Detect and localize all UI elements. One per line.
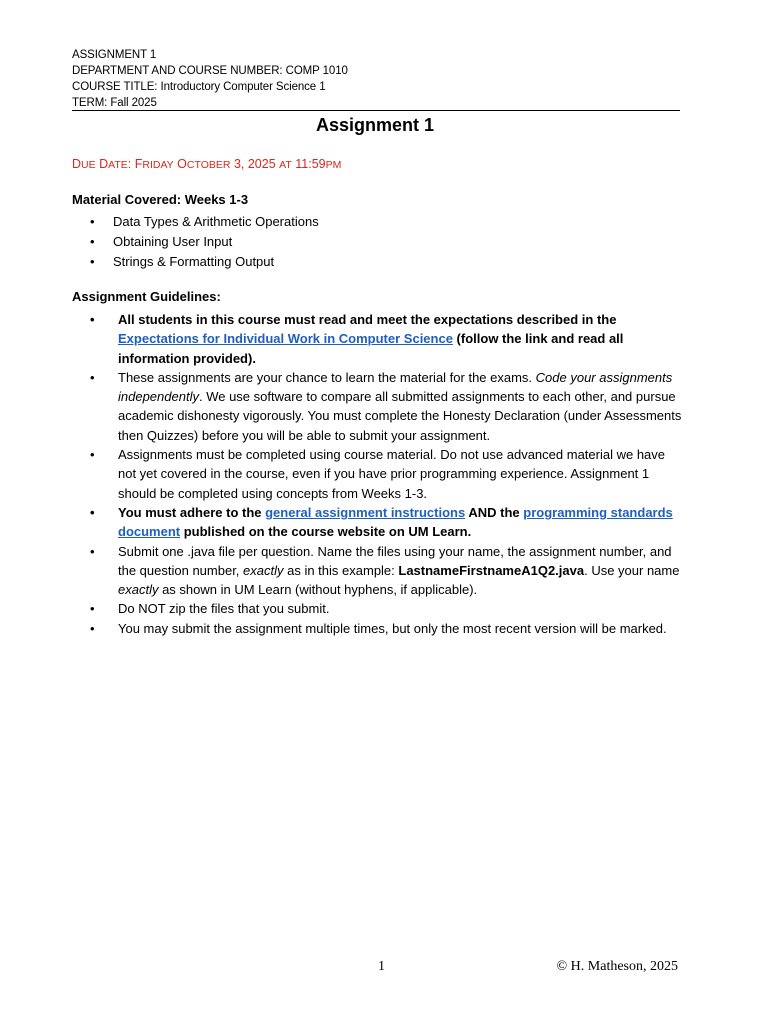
bullet-icon: • [90,214,95,229]
due-text: O [173,157,187,171]
guideline-text: Assignments must be completed using course material. Do not use advanced material we have not yet covered in the course, even if you have prior programming experience. Assignment 1 should be completed using concepts from Weeks 1-3. [118,447,666,501]
guideline-text: All students in this course must read and meet the expectations described in the [118,312,617,327]
list-item-text: Data Types & Arithmetic Operations [113,214,319,229]
page-number: 1 [378,959,385,974]
list-item [72,619,682,638]
list-item [72,310,682,368]
list-item [72,542,682,600]
list-item-text: Obtaining User Input [113,234,233,249]
guideline-text: published on the course website on UM Learn. [180,524,472,540]
guideline-emphasis: exactly [118,582,159,598]
header-course-title: COURSE TITLE: Introductory Computer Science 1 [72,81,326,93]
document-header [72,47,348,111]
due-text: D [95,157,109,171]
due-text: AT [279,159,292,171]
guideline-text: as shown in UM Learn (without hyphens, if applicable). [158,582,478,598]
list-item [72,232,682,252]
bullet-icon: • [90,620,95,636]
guidelines-list [72,310,682,638]
assignment-instructions-link[interactable]: general assignment instructions [265,504,466,520]
material-heading: Material Covered: Weeks 1-3 [72,192,249,207]
bullet-icon: • [90,312,95,327]
example-filename: LastnameFirstnameA1Q2.java [398,562,585,578]
guideline-text: Do NOT zip the files that you submit. [118,601,330,617]
header-assignment: ASSIGNMENT 1 [72,49,157,61]
guideline-text: Submit one .java file per question. Name the files using your name, the assignment number, and the question number, [118,543,672,578]
guideline-text: AND the [465,504,524,520]
header-rule [72,110,680,111]
due-text: F [134,157,143,171]
bullet-icon: • [90,234,95,249]
bullet-icon: • [90,254,95,269]
guideline-emphasis: Code your assignments independently [118,369,673,405]
guideline-text: . We use software to compare all submitted assignments to each other, and pursue academic dishonesty vigorously. You must complete the Honesty Declaration (under Assessments then Quizzes) before you will be able to submit your assignment. [118,389,682,443]
header-term: TERM: Fall 2025 [72,97,157,109]
bullet-icon: • [90,504,95,520]
header-course-number: DEPARTMENT AND COURSE NUMBER: COMP 1010 [72,65,348,77]
due-date [72,155,341,174]
guideline-text: You may submit the assignment multiple times, but only the most recent version will be marked. [118,620,667,636]
guideline-text: You must adhere to the [118,504,266,520]
guideline-text: (follow the link and read all information provided). [118,331,624,366]
bullet-icon: • [90,369,95,385]
list-item-text: Strings & Formatting Output [113,254,275,269]
bullet-icon: • [90,543,95,559]
guideline-emphasis: exactly [243,562,284,578]
page-title: Assignment 1 [315,115,435,135]
due-text: 3, 2025 [230,157,280,171]
list-item [72,445,682,503]
due-text: : [127,157,135,171]
bullet-icon: • [90,447,95,463]
due-text: 11:59 [291,157,326,171]
due-text: D [72,157,82,171]
material-list [72,212,682,272]
guideline-text: . Use your name [584,562,680,578]
expectations-link[interactable]: Expectations for Individual Work in Computer Science [118,331,453,347]
due-text: CTOBER [186,159,231,171]
due-text: RIDAY [142,159,174,171]
list-item [72,599,682,618]
programming-standards-link[interactable]: programming standards document [118,504,673,540]
guidelines-heading: Assignment Guidelines: [72,289,221,304]
list-item [72,368,682,445]
list-item [72,252,682,272]
due-text: UE [81,159,96,171]
bullet-icon: • [90,601,95,617]
guideline-text: These assignments are your chance to learn the material for the exams. [118,369,536,385]
list-item [72,503,682,542]
guideline-text: as in this example: [283,562,399,578]
due-text: PM [325,159,342,171]
copyright: © H. Matheson, 2025 [556,959,678,974]
list-item [72,212,682,232]
due-text: ATE [108,159,128,171]
